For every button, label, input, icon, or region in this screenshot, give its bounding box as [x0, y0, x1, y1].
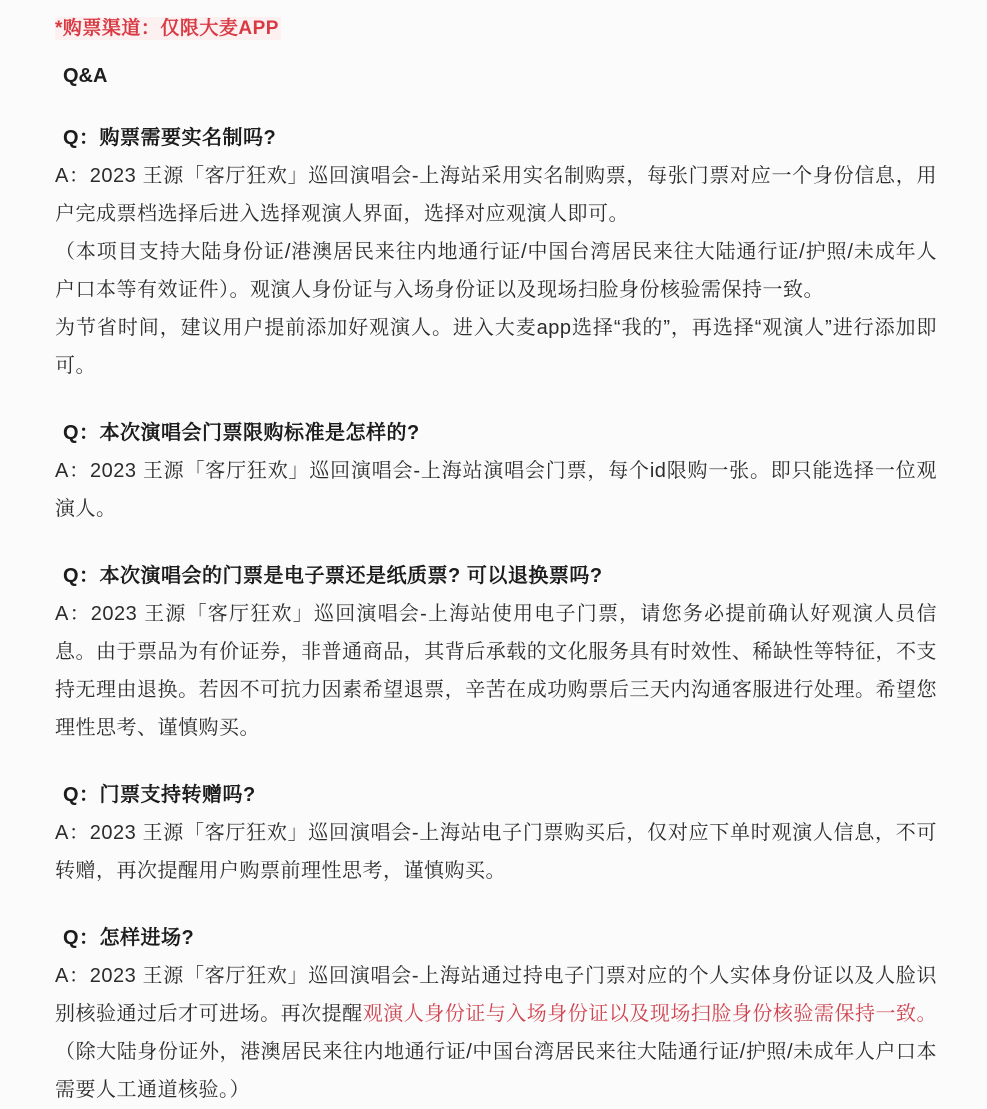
qa-section-realname: [55, 119, 937, 385]
qa-section-purchase-limit: [55, 414, 937, 528]
qa-section-entry: [55, 919, 937, 1109]
answer-paragraph: [55, 957, 937, 1109]
answer-paragraph: A：2023 王源「客厅狂欢」巡回演唱会-上海站演唱会门票，每个id限购一张。即只能选择一位观演人。: [55, 460, 937, 520]
purchase-channel-note-text: *购票渠道：仅限大麦APP: [55, 18, 279, 39]
question-heading: Q：怎样进场?: [63, 927, 195, 949]
answer-paragraph: （本项目支持大陆身份证/港澳居民来往内地通行证/中国台湾居民来往大陆通行证/护照/未成年人户口本等有效证件）。观演人身份证与入场身份证以及现场扫脸身份核验需保持一致。: [55, 241, 937, 301]
qa-section-eticket-refund: [55, 557, 937, 747]
document-content: [55, 14, 937, 1109]
question-heading: Q：购票需要实名制吗?: [63, 127, 277, 149]
question-heading: Q：本次演唱会的门票是电子票还是纸质票? 可以退换票吗?: [63, 565, 603, 587]
qa-section-transfer: [55, 776, 937, 890]
answer-text-highlight: 观演人身份证与入场身份证以及现场扫脸身份核验需保持一致。: [362, 1003, 938, 1025]
answer-text-suffix: （除大陆身份证外，港澳居民来往内地通行证/中国台湾居民来往大陆通行证/护照/未成年人户口本需要人工通道核验。）: [55, 1041, 937, 1101]
qa-title: Q&A: [63, 65, 108, 87]
answer-text-prefix: A：2023 王源「客厅狂欢」巡回演唱会-上海站通过持电子门票对应的个人实体身份证以及人脸识别核验通过后才可进场。再次提醒: [55, 965, 937, 1025]
question-heading: Q：本次演唱会门票限购标准是怎样的?: [63, 422, 420, 444]
purchase-channel-note: [55, 14, 937, 44]
answer-paragraph: A：2023 王源「客厅狂欢」巡回演唱会-上海站使用电子门票，请您务必提前确认好观演人员信息。由于票品为有价证券，非普通商品，其背后承载的文化服务具有时效性、稀缺性等特征，不支持无理由退换。若因不可抗力因素希望退票，辛苦在成功购票后三天内沟通客服进行处理。希望您理性思考、谨慎购买。: [55, 603, 937, 739]
answer-paragraph: A：2023 王源「客厅狂欢」巡回演唱会-上海站采用实名制购票，每张门票对应一个身份信息，用户完成票档选择后进入选择观演人界面，选择对应观演人即可。: [55, 165, 937, 225]
answer-paragraph: 为节省时间，建议用户提前添加好观演人。进入大麦app选择“我的”，再选择“观演人”进行添加即可。: [55, 317, 937, 377]
question-heading: Q：门票支持转赠吗?: [63, 784, 256, 806]
answer-paragraph: A：2023 王源「客厅狂欢」巡回演唱会-上海站电子门票购买后，仅对应下单时观演人信息，不可转赠，再次提醒用户购票前理性思考，谨慎购买。: [55, 822, 937, 882]
